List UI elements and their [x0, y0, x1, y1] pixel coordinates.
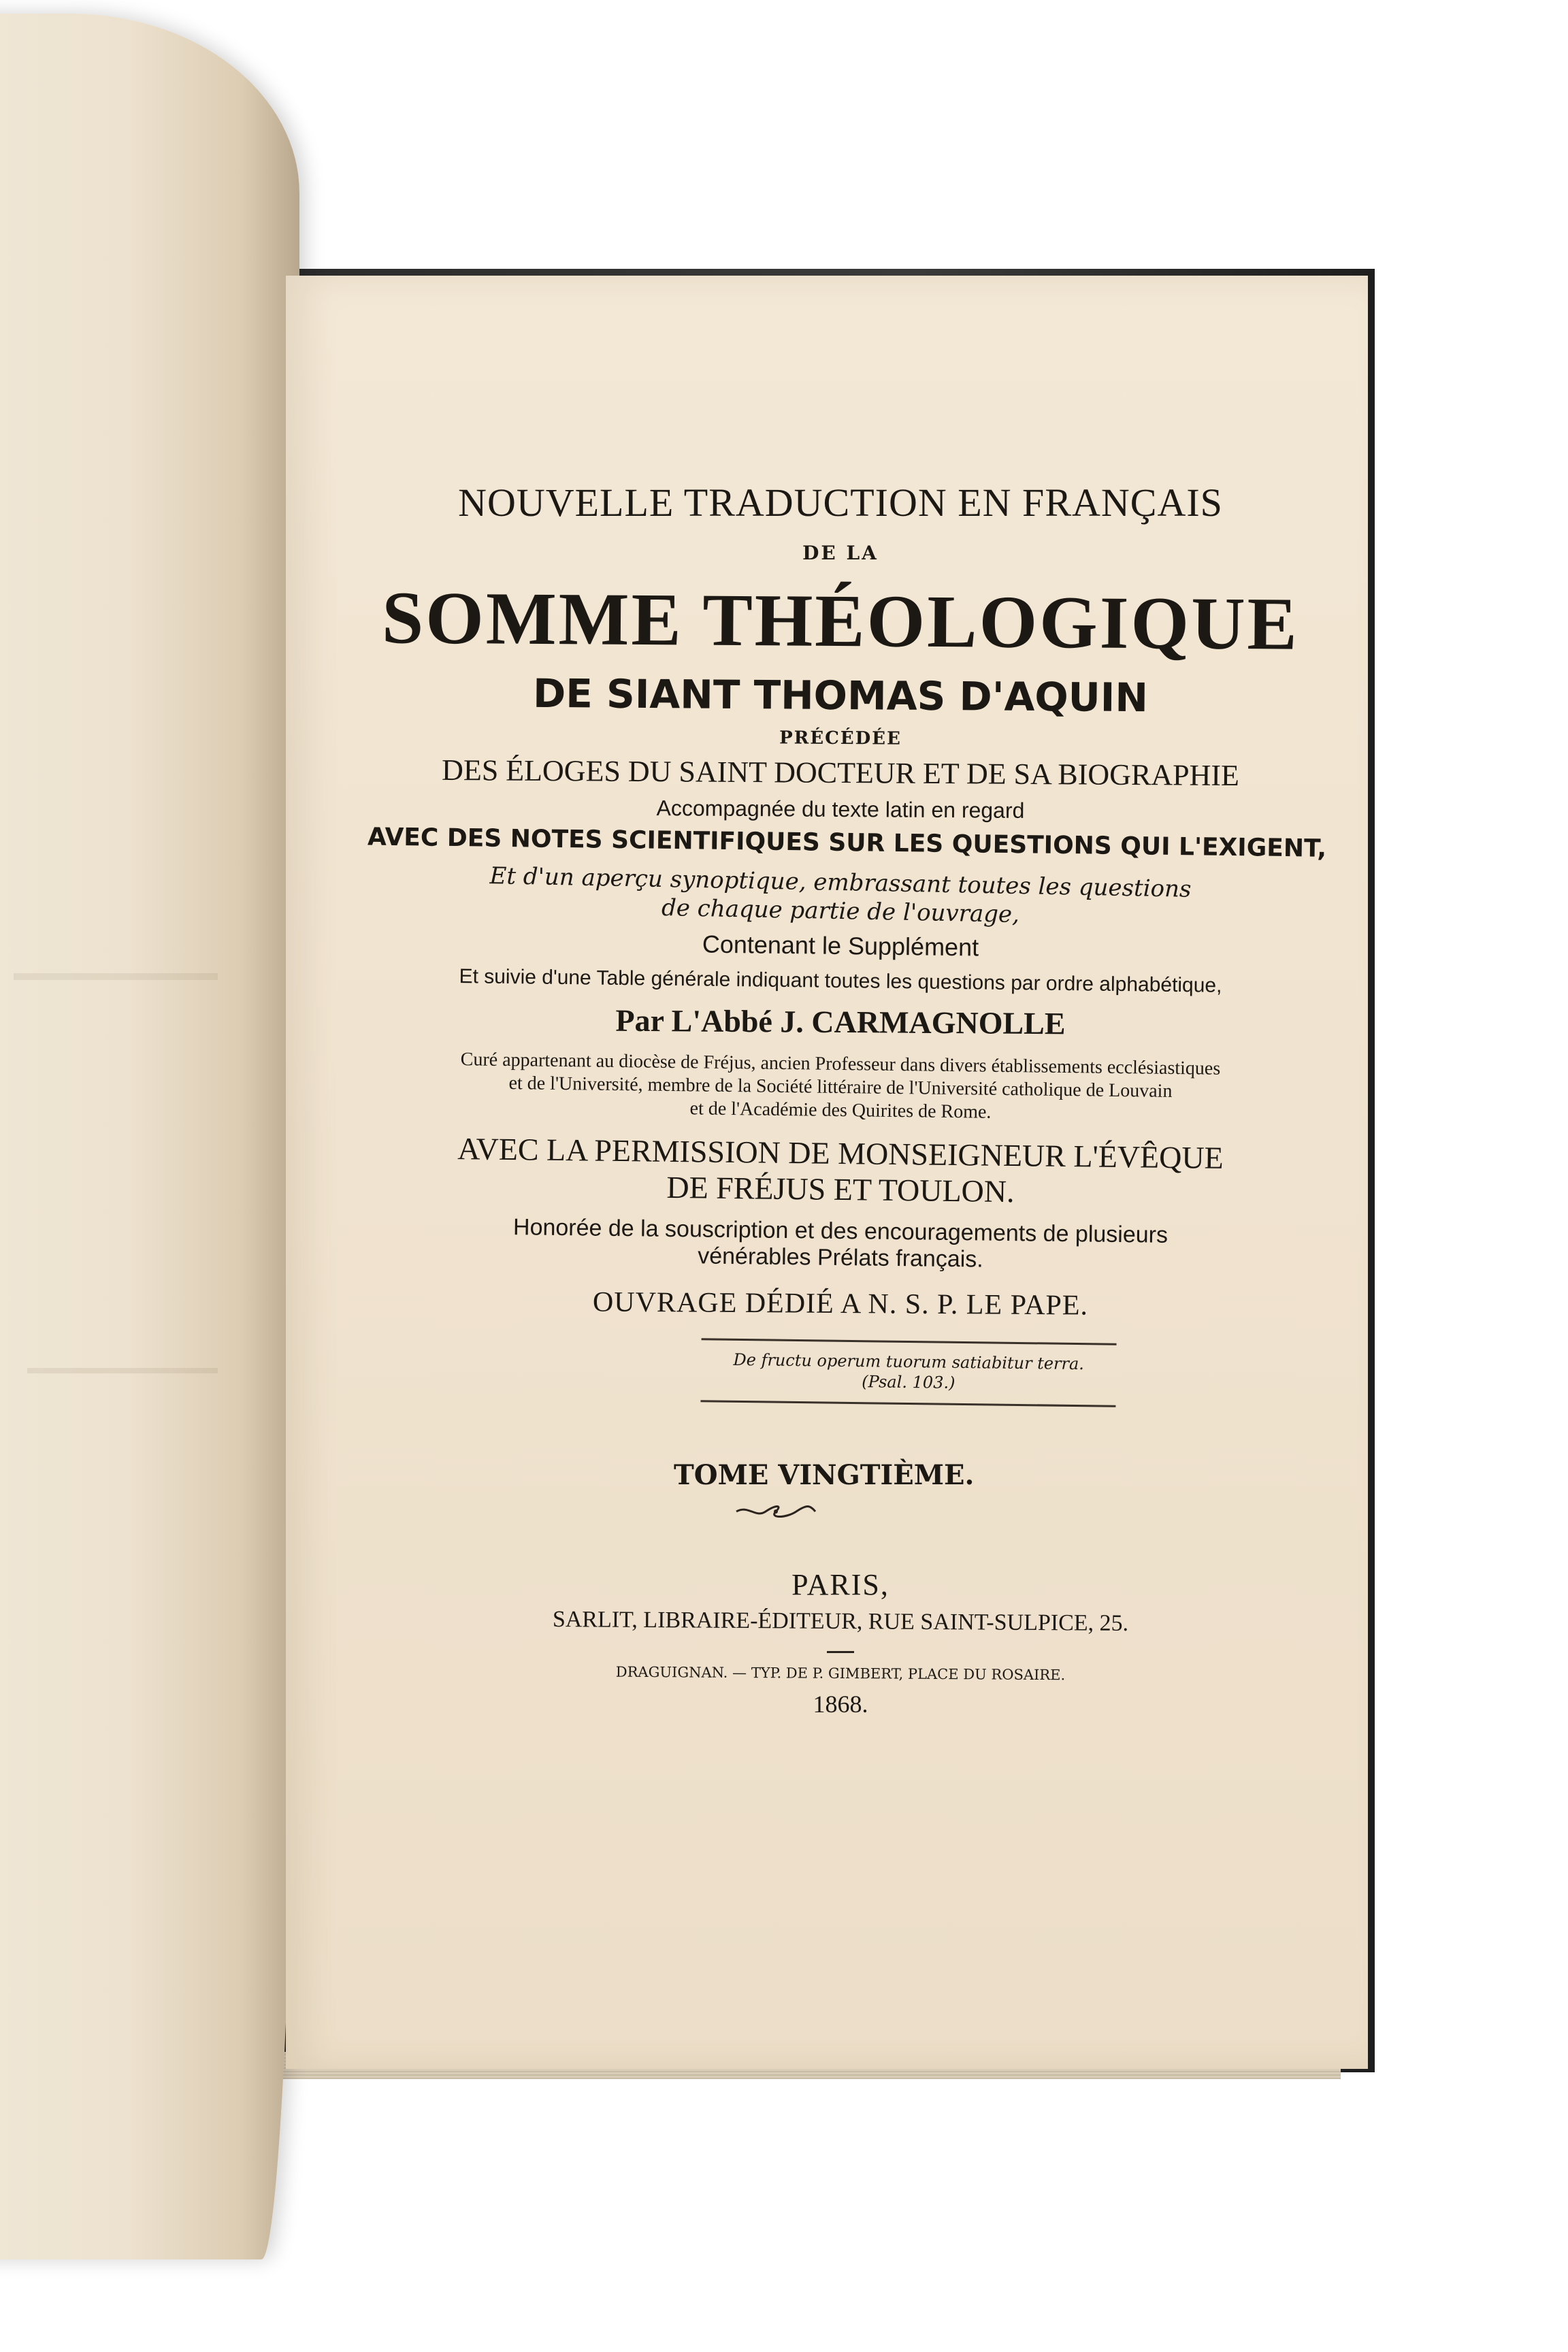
permission-line-2: DE FRÉJUS ET TOULON. — [666, 1169, 1015, 1209]
supplement-line: Contenant le Supplément — [702, 930, 979, 962]
heading-line: NOUVELLE TRADUCTION EN FRANÇAIS — [458, 480, 1223, 525]
apercu-line-2: de chaque partie de l'ouvrage, — [661, 894, 1020, 929]
volume-line: TOME VINGTIÈME. — [674, 1459, 975, 1491]
left-page — [0, 14, 299, 2259]
motto-line-1: De fructu operum tuorum satiabitur terra. — [733, 1350, 1085, 1374]
honoree-line-2: vénérables Prélats français. — [698, 1243, 983, 1273]
show-through-text — [14, 946, 218, 980]
notes-line: AVEC DES NOTES SCIENTIFIQUES SUR LES QUESTIONS QUI L'EXIGENT, — [367, 823, 1327, 863]
title-page — [286, 276, 1368, 2069]
accompagnee-line: Accompagnée du texte latin en regard — [656, 796, 1025, 823]
precedee-line: PRÉCÉDÉE — [779, 728, 902, 749]
eloges-line: DES ÉLOGES DU SAINT DOCTEUR ET DE SA BIOGRAPHIE — [441, 753, 1240, 793]
heading-de-la: DE LA — [802, 542, 879, 564]
main-title: SOMME THÉOLOGIQUE — [381, 576, 1300, 666]
ornament-icon — [735, 1503, 817, 1520]
printer-line: DRAGUIGNAN. — TYP. DE P. GIMBERT, PLACE DU ROSAIRE. — [615, 1663, 1066, 1684]
motto-line-2: (Psal. 103.) — [862, 1372, 956, 1392]
permission-line-1: AVEC LA PERMISSION DE MONSEIGNEUR L'ÉVÊQUE — [457, 1131, 1224, 1175]
dedication-line: OUVRAGE DÉDIÉ A N. S. P. LE PAPE. — [592, 1286, 1089, 1322]
year-line: 1868. — [813, 1690, 868, 1718]
translator-line: Par L'Abbé J. CARMAGNOLLE — [615, 1002, 1066, 1041]
show-through-text — [27, 1348, 218, 1373]
divider — [827, 1651, 854, 1653]
apercu-line-1: Et d'un aperçu synoptique, embrassant toutes les questions — [489, 862, 1192, 903]
publisher-line: SARLIT, LIBRAIRE-ÉDITEUR, RUE SAINT-SULPICE, 25. — [552, 1607, 1129, 1636]
honoree-line-1: Honorée de la souscription et des encouragements de plusieurs — [512, 1214, 1169, 1248]
cure-line-3: et de l'Académie des Quirites de Rome. — [689, 1098, 992, 1123]
cure-line-1: Curé appartenant au diocèse de Fréjus, ancien Professeur dans divers établissements ecclésiastiques — [460, 1049, 1221, 1079]
title-page-text — [367, 480, 1327, 1718]
city-line: PARIS, — [791, 1568, 889, 1601]
author-line: DE SIANT THOMAS D'AQUIN — [532, 670, 1149, 721]
motto-box — [700, 1338, 1116, 1407]
cure-line-2: et de l'Université, membre de la Société littéraire de l'Université catholique de Louvain — [508, 1073, 1173, 1102]
table-line: Et suivie d'une Table générale indiquant toutes les questions par ordre alphabétique, — [459, 965, 1222, 997]
